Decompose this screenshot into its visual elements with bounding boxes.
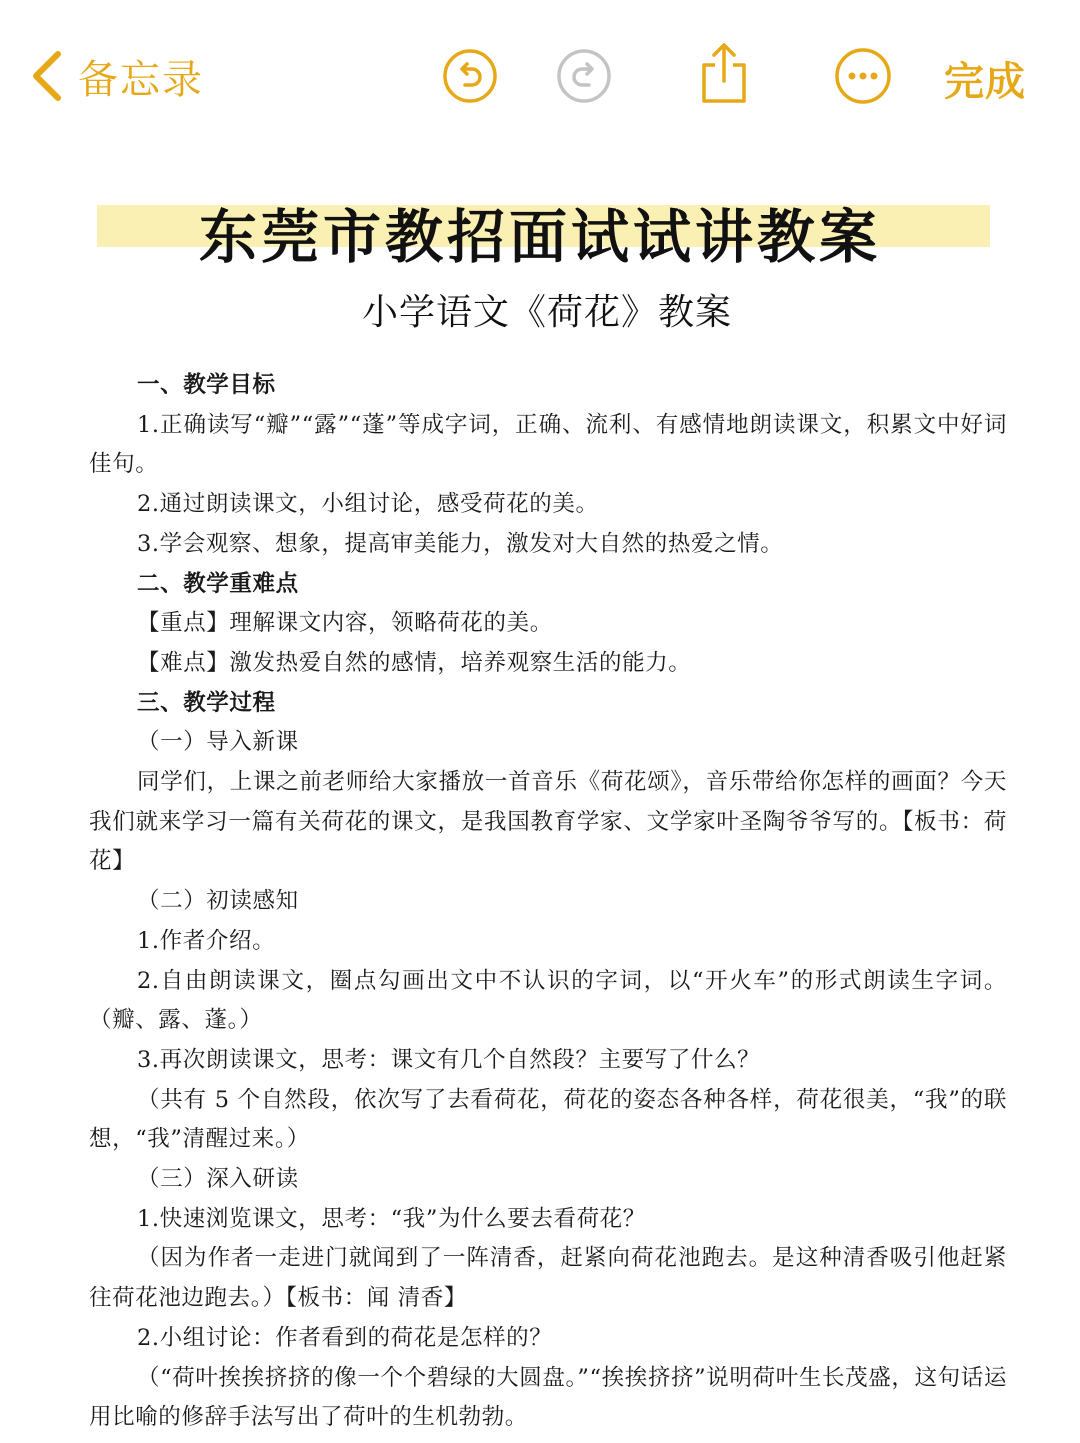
section-heading: 一、教学目标: [137, 372, 276, 398]
paragraph: （“荷叶挨挨挤挤的像一个个碧绿的大圆盘。”“挨挨挤挤”说明荷叶生长茂盛，这句话运用比喻的修辞手法写出了荷叶的生机勃勃。: [89, 1364, 1007, 1431]
chevron-left-icon: [30, 50, 64, 102]
back-button[interactable]: [30, 46, 204, 106]
paragraph: 3.再次朗读课文，思考：课文有几个自然段？主要写了什么？: [137, 1046, 761, 1073]
paragraph: 【难点】激发热爱自然的感情，培养观察生活的能力。: [137, 649, 692, 676]
paragraph: 2.自由朗读课文，圈点勾画出文中不认识的字词，以“开火车”的形式朗读生字词。（瓣、露、蓬。）: [89, 967, 1007, 1034]
document-title: 东莞市教招面试试讲教案: [198, 203, 881, 271]
redo-icon: [556, 48, 612, 104]
paragraph: 【重点】理解课文内容，领略荷花的美。: [137, 610, 553, 637]
document-subtitle: 小学语文《荷花》教案: [361, 292, 732, 333]
paragraph: （因为作者一走进门就闻到了一阵清香，赶紧向荷花池跑去。是这种清香吸引他赶紧往荷花池边跑去。）【板书：闻 清香】: [89, 1245, 1007, 1312]
paragraph: （共有 5 个自然段，依次写了去看荷花，荷花的姿态各种各样，荷花很美，“我”的联想，“我”清醒过来。）: [89, 1086, 1007, 1153]
more-button[interactable]: [833, 46, 893, 106]
paragraph: （三）深入研读: [137, 1166, 299, 1193]
back-label: 备忘录: [78, 56, 204, 103]
share-icon: [698, 41, 750, 105]
paragraph: 3.学会观察、想象，提高审美能力，激发对大自然的热爱之情。: [137, 530, 784, 557]
paragraph: （一）导入新课: [137, 729, 299, 756]
share-button[interactable]: [694, 40, 754, 106]
paragraph: 1.作者介绍。: [137, 927, 276, 954]
undo-button[interactable]: [440, 46, 500, 106]
more-icon: [834, 47, 892, 105]
paragraph: （二）初读感知: [137, 888, 299, 915]
redo-button[interactable]: [554, 46, 614, 106]
section-heading: 二、教学重难点: [137, 570, 299, 597]
paragraph: 同学们，上课之前老师给大家播放一首音乐《荷花颂》，音乐带给你怎样的画面？今天我们就来学习一篇有关荷花的课文，是我国教育学家、文学家叶圣陶爷爷写的。【板书：荷花】: [89, 769, 1007, 875]
paragraph: 1.快速浏览课文，思考：“我”为什么要去看荷花？: [137, 1205, 646, 1232]
paragraph: 2.通过朗读课文，小组讨论，感受荷花的美。: [137, 491, 599, 518]
section-heading: 三、教学过程: [137, 689, 276, 716]
nav-bar: [0, 0, 1080, 150]
paragraph: 2.小组讨论：作者看到的荷花是怎样的？: [137, 1324, 553, 1351]
done-button[interactable]: 完成: [944, 59, 1026, 105]
paragraph: 1.正确读写“瓣”“露”“蓬”等成字词，正确、流利、有感情地朗读课文，积累文中好词佳句。: [89, 411, 1007, 478]
undo-icon: [442, 48, 498, 104]
document-body: [89, 366, 1007, 1438]
